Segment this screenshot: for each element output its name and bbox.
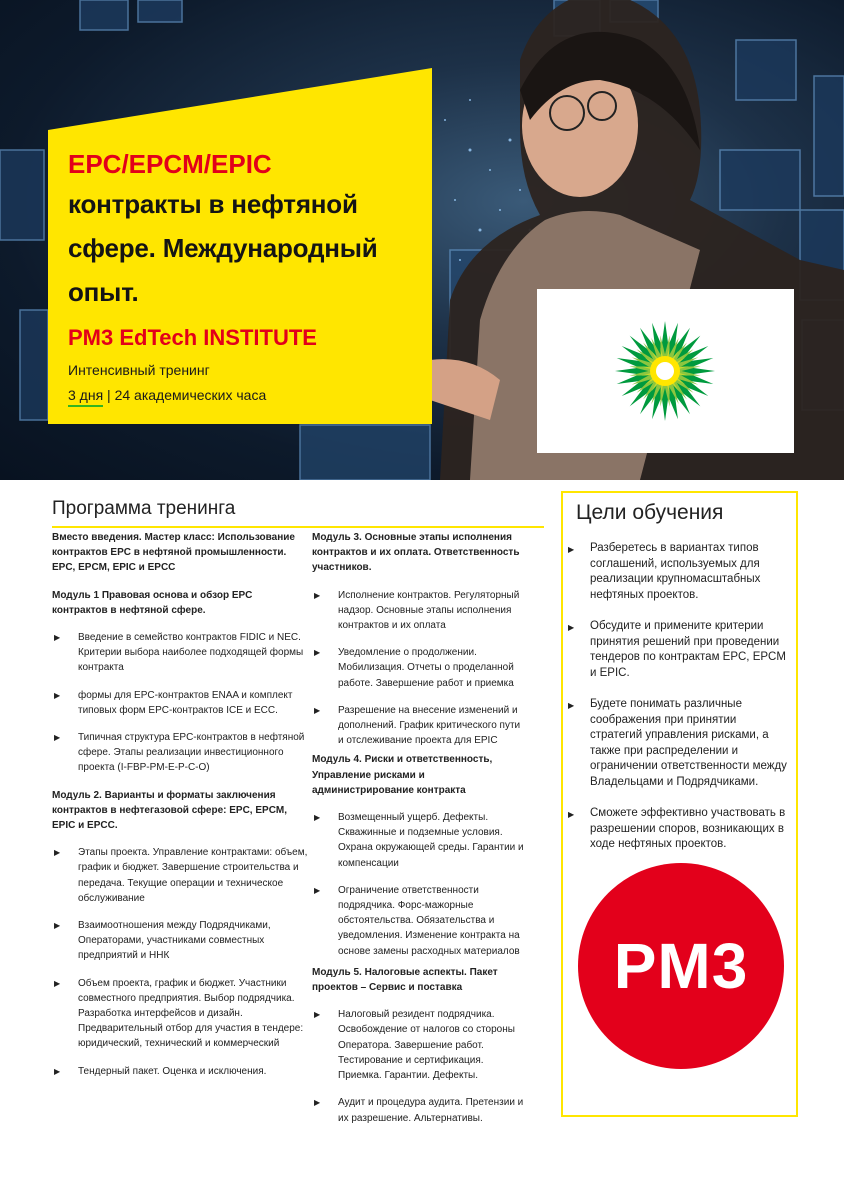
module-4-heading: Модуль 4. Риски и ответственность, Управление рисками и администрирование контракта — [312, 754, 493, 796]
module-1-list — [52, 630, 310, 776]
goal-item: ▶ Будете понимать различные соображения при принятии стратегий управления рисками, а также при распределении и ограничении ответственности между Владельцами и Подрядчиками. — [563, 697, 796, 790]
list-item: ▶ Уведомление о продолжении. Мобилизация. Отчеты о проделанной работе. Завершение работ и приемка — [312, 645, 526, 691]
list-item: ▶ Типичная структура EPC-контрактов в нефтяной сфере. Этапы реализации инвестиционного проекта (I-FBP-PM-E-P-C-O) — [52, 730, 310, 776]
list-item: ▶ Введение в семейство контрактов FIDIC и NEC. Критерии выбора наиболее подходящей формы контракта — [52, 630, 310, 676]
training-duration — [68, 386, 428, 404]
goals-list — [563, 541, 796, 869]
title-line-1: EPC/EPCM/EPIC — [68, 149, 272, 179]
list-item: ▶ Исполнение контрактов. Регуляторный надзор. Основные этапы исполнения контрактов и их оплата — [312, 588, 526, 634]
program-column-left — [52, 530, 310, 1091]
goal-item: ▶ Разберетесь в вариантах типов соглашений, используемых для реализации крупномасштабных нефтяных проектов. — [563, 541, 796, 603]
module-3-list — [312, 588, 526, 749]
list-item: ▶ Взаимоотношения между Подрядчиками, Операторами, участниками совместных предприятий и ННК — [52, 918, 310, 964]
title-line-2: контракты в нефтяной — [68, 189, 358, 219]
hero-text — [68, 146, 428, 404]
duration-days: 3 дня — [68, 387, 104, 403]
list-item: ▶ Этапы проекта. Управление контрактами: объем, график и бюджет. Завершение строительства и передача. Текущие операции и техническое обслуживание — [52, 845, 310, 906]
list-item: ▶ Разрешение на внесение изменений и дополнений. График критического пути и отслеживание проекта для EPIC — [312, 703, 526, 749]
module-2-heading: Модуль 2. Варианты и форматы заключения контрактов в нефтегазовой сфере: EPC, EPCM, EPIC и EPCC. — [52, 789, 288, 832]
goals-title: Цели обучения — [576, 501, 724, 524]
pm3-logo-text: PM3 — [613, 930, 749, 1002]
pm3-logo — [578, 863, 784, 1069]
program-title: Программа тренинга — [52, 498, 236, 519]
hero-banner — [0, 0, 844, 480]
list-item: ▶ Ограничение ответственности подрядчика. Форс-мажорные обстоятельства. Обязательства и уведомления. Изменение контракта на основе замены расходных материалов — [312, 883, 526, 959]
list-item: ▶ Возмещенный ущерб. Дефекты. Скважинные и подземные условия. Охрана окружающей среды. Гарантии и компенсации — [312, 810, 526, 871]
module-3-heading: Модуль 3. Основные этапы исполнения контрактов и их оплата. Ответственность участников. — [312, 532, 520, 574]
bp-logo-box — [537, 289, 794, 453]
module-1-heading: Модуль 1 Правовая основа и обзор EPC контрактов в нефтяной сфере. — [52, 589, 253, 616]
list-item: ▶ Объем проекта, график и бюджет. Участники совместного предприятия. Выбор подрядчика. Разработка интерфейсов и дизайн. Предварительный отбор для участия в тендере: юридический, технический и коммерческий — [52, 976, 310, 1052]
bp-helios-logo-icon — [537, 289, 794, 453]
program-title-rule — [52, 526, 544, 528]
institute-name: PM3 EdTech INSTITUTE — [68, 325, 317, 350]
list-item: ▶ Тендерный пакет. Оценка и исключения. — [52, 1064, 310, 1079]
module-2-list — [52, 845, 310, 1079]
list-item: ▶ Аудит и процедура аудита. Претензии и их разрешение. Альтернативы. — [312, 1095, 526, 1125]
training-type: Интенсивный тренинг — [68, 362, 210, 378]
learning-goals-panel — [561, 491, 798, 1117]
duration-separator: | — [103, 387, 115, 403]
program-column-middle — [312, 530, 526, 1138]
title-line-4: опыт. — [68, 277, 139, 307]
list-item: ▶ формы для EPC-контрактов ENAA и комплект типовых форм EPC-контрактов ICE и ECC. — [52, 688, 310, 718]
title-line-3: сфере. Международный — [68, 233, 378, 263]
goal-item: ▶ Сможете эффективно участвовать в разрешении споров, возникающих в ходе нефтяных проектов. — [563, 806, 796, 853]
module-5-list — [312, 1007, 526, 1125]
module-4-list — [312, 810, 526, 959]
goal-item: ▶ Обсудите и примените критерии принятия решений при проведении тендеров по контрактам EPC, EPCM и EPIC. — [563, 619, 796, 681]
duration-hours: 24 академических часа — [114, 387, 267, 403]
list-item: ▶ Налоговый резидент подрядчика. Освобождение от налогов со стороны Оператора. Завершение работ. Тестирование и сертификация. Приемка. Гарантии. Дефекты. — [312, 1007, 526, 1083]
bp-logo-core — [656, 362, 674, 380]
module-5-heading: Модуль 5. Налоговые аспекты. Пакет проектов – Сервис и поставка — [312, 966, 498, 994]
intro-heading: Вместо введения. Мастер класс: Использование контрактов EPC в нефтяной промышленности. EPC, EPCM, EPIC и EPCC — [52, 532, 295, 574]
